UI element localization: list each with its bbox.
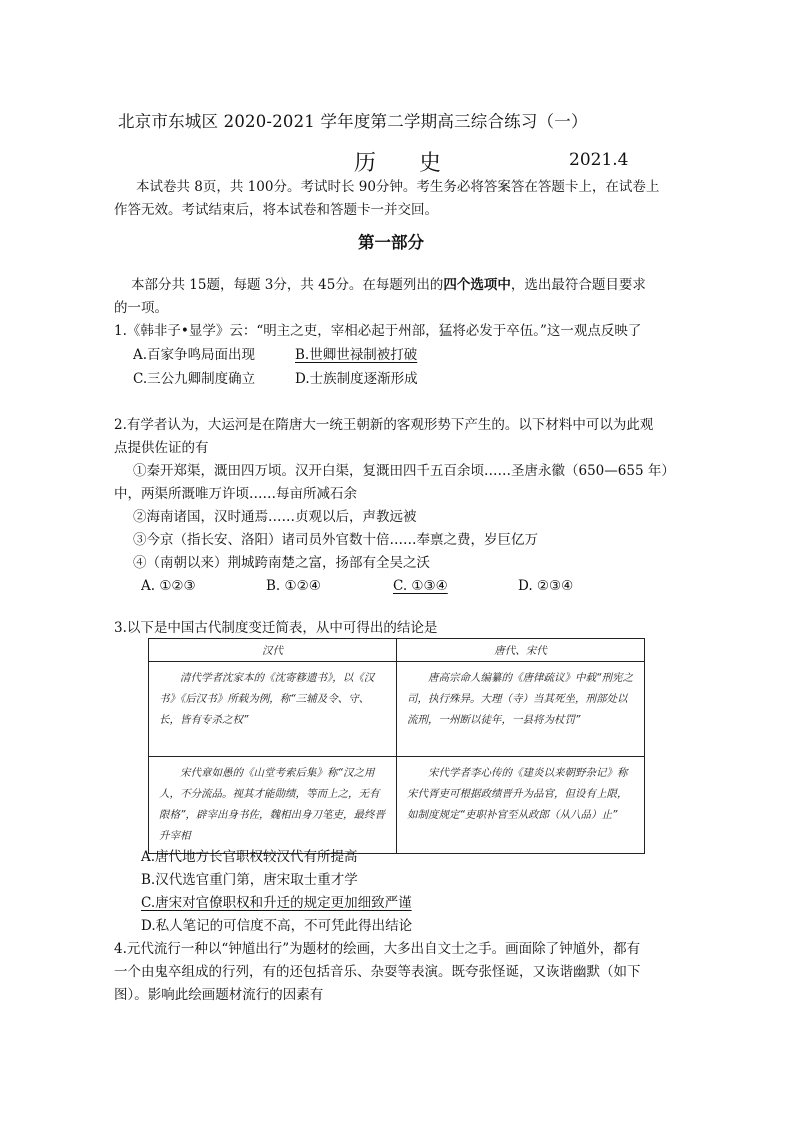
q2-material-4: ④（南朝以来）荆城跨南楚之富，扬部有全吴之沃 [133,555,430,571]
subject-title: 历 史 [354,151,459,176]
q3-option-b: B.汉代选官重门第，唐宋取士重才学 [141,872,358,888]
table-header-tang-song: 唐代、宋代 [397,639,645,662]
table-row [149,662,645,757]
q2-material-1a: ①秦开郑渠，溉田四万顷。汉开白渠，复溉田四千五百余顷……圣唐永徽（650—655 年） [133,463,675,479]
exam-title: 北京市东城区 2020-2021 学年度第二学期高三综合练习（一） [118,112,588,131]
q2-option-d: D. ②③④ [518,578,574,594]
q1-option-c: C.三公九卿制度确立 [133,371,256,387]
table-row [149,757,645,854]
part-intro-line-2: 的一项。 [114,300,168,316]
q2-option-a: A. ①②③ [141,578,196,594]
table-header-row [149,639,645,662]
q1-option-b: B.世卿世禄制被打破 [295,347,418,363]
instructions-line-1: 本试卷共 8页，共 100分。考试时长 90分钟。考生务必将答案答在答题卡上，在试卷上 [136,179,660,195]
q3-stem: 3.以下是中国古代制度变迁简表，从中可得出的结论是 [114,620,438,636]
instructions-line-2: 作答无效。考试结束后，将本试卷和答题卡一并交回。 [114,202,438,218]
part-intro-a: 本部分共 15题，每题 3分，共 45分。在每题列出的 [131,277,444,293]
table-cell: 唐高宗命人编纂的《唐律疏议》中载“刑宪之司，执行殊异。大理（寺）当其死坐，刑部处以流刑，一州断以徒年，一县将为杖罚” [397,662,645,757]
q2-stem-line-2: 点提供佐证的有 [114,440,209,456]
q2-material-3: ③今京（指长安、洛阳）诸司员外官数十倍……奉禀之费，岁巨亿万 [133,532,538,548]
part-intro-line-1 [131,274,646,296]
table-cell: 宋代学者李心传的《建炎以来朝野杂记》称宋代胥吏可根据政绩晋升为品官，但设有上限，如制度规定“吏职补官至从政郎（从八品）止” [397,757,645,854]
q3-option-c: C.唐宋对官僚职权和升迁的规定更加细致严谨 [141,895,412,911]
q4-stem-line-1: 4.元代流行一种以“钟馗出行”为题材的绘画，大多出自文士之手。画面除了钟馗外，都有 [114,941,641,957]
q3-option-d: D.私人笔记的可信度不高，不可凭此得出结论 [141,918,413,934]
q1-option-a: A.百家争鸣局面出现 [133,347,256,363]
q1-option-d: D.士族制度逐渐形成 [295,371,418,387]
q4-stem-line-3: 图）。影响此绘画题材流行的因素有 [114,987,324,1003]
institution-table [148,638,645,854]
q2-material-2: ②海南诸国，汉时通焉……贞观以后，声教远被 [133,509,417,525]
part-title: 第一部分 [358,233,424,252]
q2-option-c: C. ①③④ [393,578,448,594]
q2-material-1b: 中，两渠所溉唯万许顷……每亩所减石余 [114,486,357,502]
table-header-han: 汉代 [149,639,397,662]
q2-option-b: B. ①②④ [266,578,321,594]
part-intro-c: ，选出最符合题目要求 [510,277,646,293]
part-intro-bold: 四个选项中 [443,277,511,293]
table-cell: 清代学者沈家本的《沈寄簃遗书》，以《汉书》《后汉书》所载为例，称“三辅及令、守、长，皆有专杀之权” [149,662,397,757]
q3-option-a: A.唐代地方长官职权较汉代有所提高 [141,849,358,865]
table-cell: 宋代章如愚的《山堂考索后集》称“汉之用人，不分流品。视其才能勋绩，等而上之，无有限格”，辟宰出身书佐，魏相出身刀笔吏，最终晋升宰相 [149,757,397,854]
q4-stem-line-2: 一个由鬼卒组成的行列，有的还包括音乐、杂耍等表演。既夸张怪诞，又诙谐幽默（如下 [114,964,641,980]
q1-stem: 1.《韩非子•显学》云：“明主之吏，宰相必起于州部，猛将必发于卒伍。”这一观点反映了 [114,323,642,339]
exam-date: 2021.4 [569,150,629,170]
q2-stem-line-1: 2.有学者认为，大运河是在隋唐大一统王朝新的客观形势下产生的。以下材料中可以为此观 [114,417,654,433]
